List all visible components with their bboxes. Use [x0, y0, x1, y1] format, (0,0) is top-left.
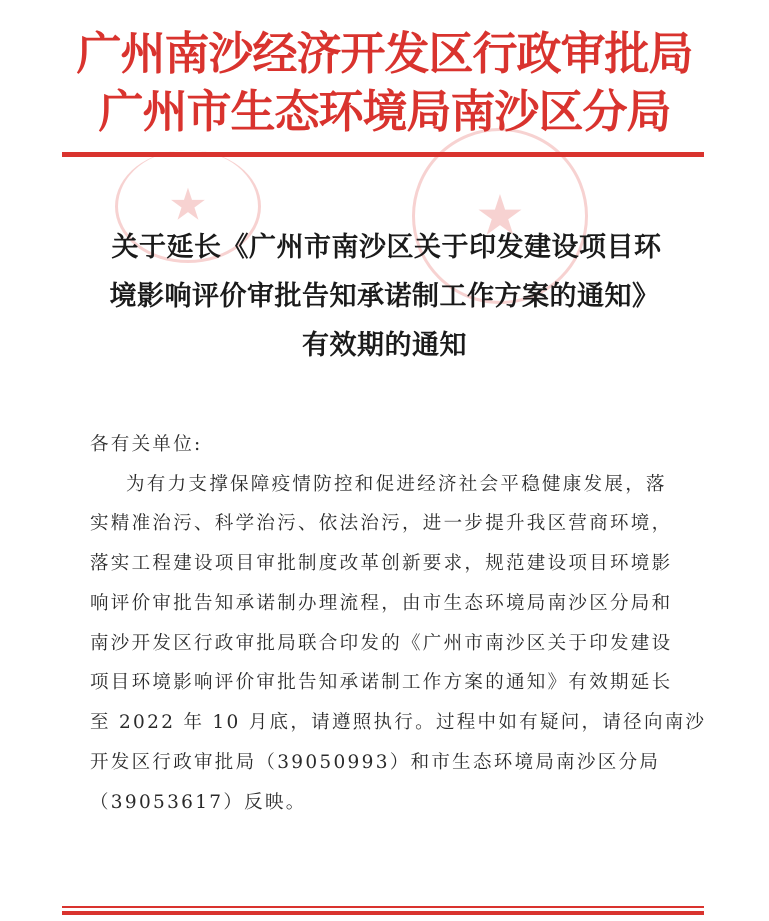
body-line: 实精准治污、科学治污、依法治污，进一步提升我区营商环境， — [90, 513, 673, 534]
body-line: 开发区行政审批局（39050993）和市生态环境局南沙区分局 — [90, 752, 661, 773]
body-line: （39053617）反映。 — [90, 792, 307, 813]
salutation: 各有关单位: — [90, 434, 203, 455]
document-title-line-3: 有效期的通知 — [302, 330, 467, 361]
body-line: 响评价审批告知承诺制办理流程，由市生态环境局南沙区分局和 — [90, 593, 673, 614]
footer-rule-thin — [62, 906, 704, 908]
document-title-line-1: 关于延长《广州市南沙区关于印发建设项目环 — [111, 232, 662, 263]
star-icon: ★ — [168, 179, 208, 231]
star-icon: ★ — [474, 183, 526, 249]
document-title-line-2: 境影响评价审批告知承诺制工作方案的通知》 — [109, 281, 660, 312]
body-line: 至 2022 年 10 月底，请遵照执行。过程中如有疑问，请径向南沙 — [90, 712, 707, 733]
issuer-name-2: 广州市生态环境局南沙区分局 — [98, 85, 671, 138]
body-line: 南沙开发区行政审批局联合印发的《广州市南沙区关于印发建设 — [90, 633, 673, 654]
body-line: 为有力支撑保障疫情防控和促进经济社会平稳健康发展，落 — [126, 474, 667, 495]
issuer-name-1: 广州南沙经济开发区行政审批局 — [76, 27, 693, 80]
footer-rule-thick — [62, 911, 704, 915]
body-line: 项目环境影响评价审批告知承诺制工作方案的通知》有效期延长 — [90, 672, 673, 693]
body-line: 落实工程建设项目审批制度改革创新要求，规范建设项目环境影 — [90, 553, 673, 574]
